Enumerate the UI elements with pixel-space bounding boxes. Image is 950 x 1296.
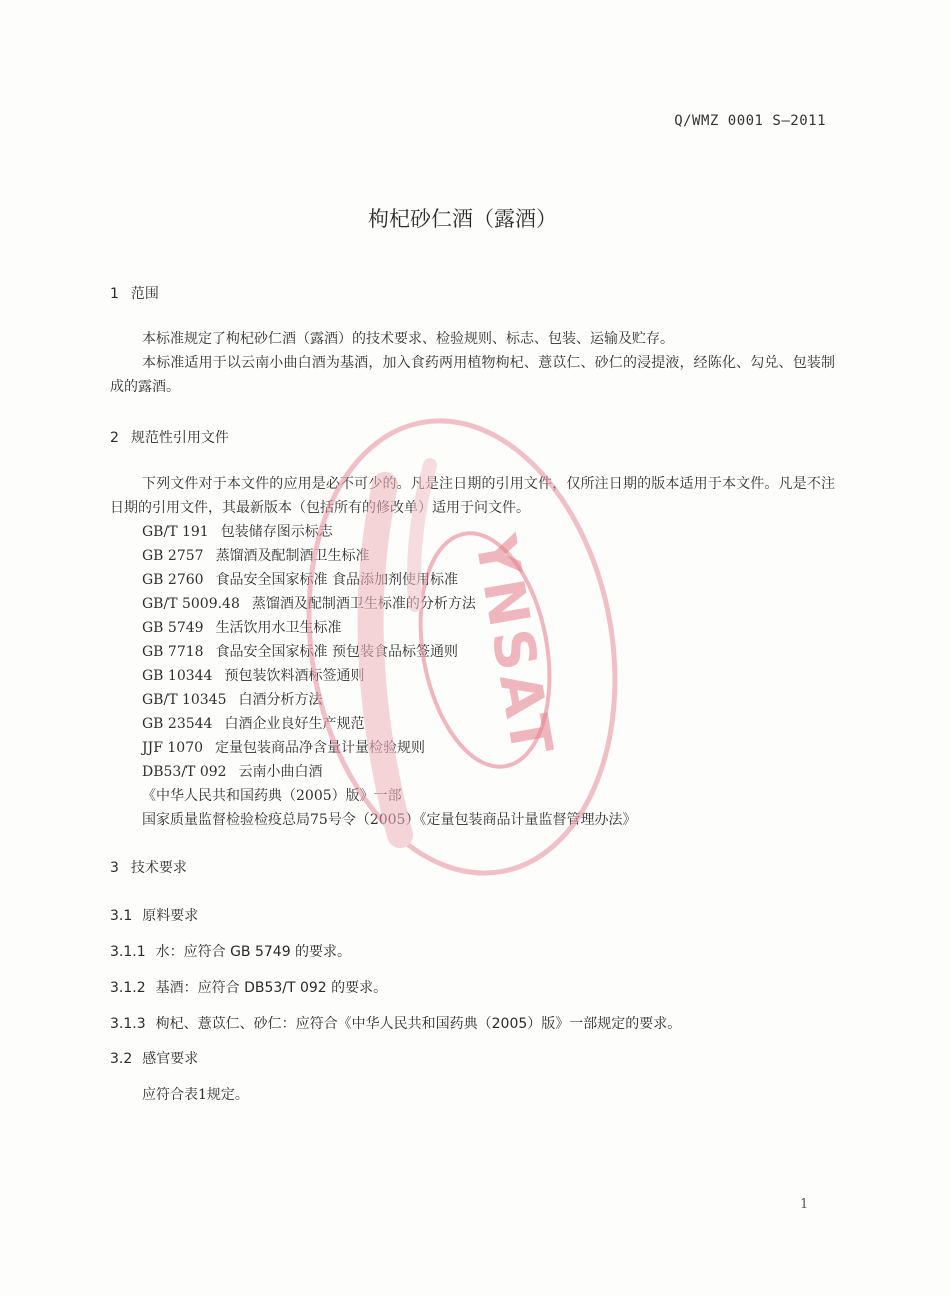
reference-item: 国家质量监督检验检疫总局75号令（2005）《定量包装商品计量监督管理办法》 — [142, 812, 637, 828]
reference-item: 《中华人民共和国药典（2005）版》一部 — [142, 788, 402, 804]
reference-item: GB 2760 食品安全国家标准 食品添加剂使用标准 — [142, 572, 459, 588]
seal-text: YNSAT — [461, 530, 565, 764]
reference-item: GB 10344 预包装饮料酒标签通则 — [142, 668, 365, 684]
subsection-3-1-heading: 3.1 原料要求 — [110, 908, 199, 924]
reference-item: GB/T 191 包装储存图示标志 — [142, 524, 333, 540]
reference-item: GB/T 10345 白酒分析方法 — [142, 692, 323, 708]
sensory-requirement-text: 应符合表1规定。 — [142, 1087, 249, 1103]
reference-item: DB53/T 092 云南小曲白酒 — [142, 764, 323, 780]
scope-paragraph-2: 本标准适用于以云南小曲白酒为基酒，加入食药两用植物枸杞、薏苡仁、砂仁的浸提液，经陈化、勾兑、包装制成的露酒。 — [110, 355, 835, 395]
section-2-heading — [110, 427, 229, 447]
section-number: 3 — [110, 860, 119, 876]
reference-list — [142, 520, 636, 832]
reference-item: GB 2757 蒸馏酒及配制酒卫生标准 — [142, 548, 370, 564]
section-title: 范围 — [130, 286, 159, 302]
section-number: 1 — [110, 286, 119, 302]
reference-item: JJF 1070 定量包装商品净含量计量检验规则 — [142, 740, 426, 756]
reference-item: GB 7718 食品安全国家标准 预包装食品标签通则 — [142, 644, 459, 660]
scope-paragraph-1: 本标准规定了枸杞砂仁酒（露酒）的技术要求、检验规则、标志、包装、运输及贮存。 — [142, 331, 674, 347]
section-title: 规范性引用文件 — [130, 430, 229, 446]
clause-3-1-1: 3.1.1 水：应符合 GB 5749 的要求。 — [110, 944, 352, 960]
page-number: 1 — [800, 1197, 809, 1212]
clause-3-1-2: 3.1.2 基酒：应符合 DB53/T 092 的要求。 — [110, 980, 388, 996]
reference-item: GB 23544 白酒企业良好生产规范 — [142, 716, 365, 732]
subsection-3-2-heading: 3.2 感官要求 — [110, 1051, 199, 1067]
reference-item: GB/T 5009.48 蒸馏酒及配制酒卫生标准的分析方法 — [142, 596, 476, 612]
section-number: 2 — [110, 430, 119, 446]
reference-item: GB 5749 生活饮用水卫生标准 — [142, 620, 342, 636]
clause-3-1-3: 3.1.3 枸杞、薏苡仁、砂仁：应符合《中华人民共和国药典（2005）版》一部规定的要求。 — [110, 1016, 682, 1032]
references-intro: 下列文件对于本文件的应用是必不可少的。凡是注日期的引用文件，仅所注日期的版本适用于本文件。凡是不注日期的引用文件，其最新版本（包括所有的修改单）适用于问文件。 — [110, 476, 835, 516]
section-3-heading — [110, 857, 187, 877]
standard-code: Q/WMZ 0001 S—2011 — [674, 113, 826, 129]
section-title: 技术要求 — [130, 860, 187, 876]
section-1-heading — [110, 283, 159, 303]
document-title: 枸杞砂仁酒（露酒） — [368, 207, 557, 231]
